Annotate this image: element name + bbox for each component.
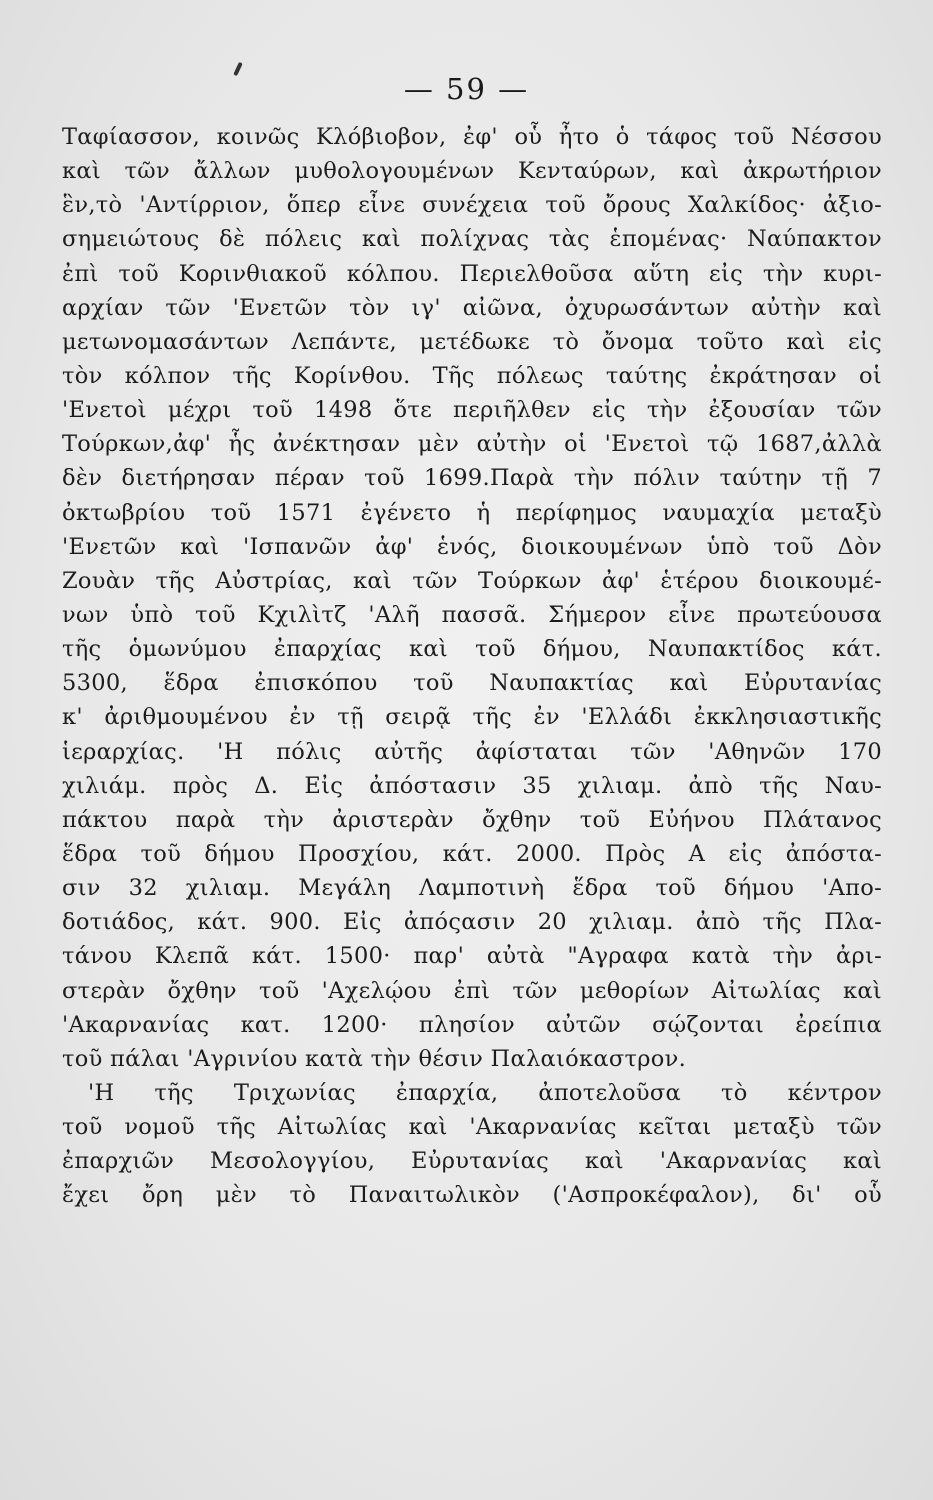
text-line: νων ὑπὸ τοῦ Κχιλὶτζ 'Αλῆ πασσᾶ. Σήμερον εἶνε πρωτεύουσα [62,601,882,628]
text-line: 5300, ἕδρα ἐπισκόπου τοῦ Ναυπακτίας καὶ Εὐρυτανίας [62,670,882,697]
text-line: ἐπὶ τοῦ Κορινθιακοῦ κόλπου. Περιελθοῦσα αὕτη εἰς τὴν κυρι- [62,260,882,287]
text-line: σιν 32 χιλιαμ. Μεγάλη Λαμποτινὴ ἕδρα τοῦ δήμου 'Απο- [62,875,882,902]
text-line: αρχίαν τῶν 'Ενετῶν τὸν ιγ' αἰῶνα, ὀχυρωσάντων αὐτὴν καὶ [62,294,882,321]
body-text [62,120,882,1213]
paragraph-end-line: τοῦ πάλαι 'Αγρινίου κατὰ τὴν θέσιν Παλαιόκαστρον. [62,1045,687,1072]
text-line: καὶ τῶν ἄλλων μυθολογουμένων Κενταύρων, καὶ ἀκρωτήριον [62,158,882,185]
text-line: μετωνομασάντων Λεπάντε, μετέδωκε τὸ ὄνομα τοῦτο καὶ εἰς [62,328,882,355]
text-line: ἔχει ὄρη μὲν τὸ Παναιτωλικὸν ('Ασπροκέφαλον), δι' οὗ [62,1182,882,1209]
text-line: 'Ενετῶν καὶ 'Ισπανῶν ἀφ' ἑνός, διοικουμένων ὑπὸ τοῦ Δὸν [62,533,882,560]
text-line: κ' ἀριθμουμένου ἐν τῇ σειρᾷ τῆς ἐν 'Ελλάδι ἐκκλησιαστικῆς [62,704,882,731]
text-line: δοτιάδος, κάτ. 900. Εἰς ἀπόςασιν 20 χιλιαμ. ἀπὸ τῆς Πλα- [62,909,882,936]
text-line: ἱεραρχίας. 'Η πόλις αὐτῆς ἀφίσταται τῶν 'Αθηνῶν 170 [62,738,882,765]
text-line: ὀκτωβρίου τοῦ 1571 ἐγένετο ἡ περίφημος ναυμαχία μεταξὺ [62,499,882,526]
text-line: σημειώτους δὲ πόλεις καὶ πολίχνας τὰς ἑπομένας· Ναύπακτον [62,226,882,253]
text-line: ἐπαρχιῶν Μεσολογγίου, Εὐρυτανίας καὶ 'Ακαρνανίας καὶ [62,1148,882,1175]
text-line: Ζουὰν τῆς Αὐστρίας, καὶ τῶν Τούρκων ἀφ' ἑτέρου διοικουμέ- [62,567,882,594]
text-line: δὲν διετήρησαν πέραν τοῦ 1699.Παρὰ τὴν πόλιν ταύτην τῇ 7 [62,465,882,492]
text-line: τὸν κόλπον τῆς Κορίνθου. Τῆς πόλεως ταύτης ἐκράτησαν οἱ [62,362,882,389]
text-line: στερὰν ὄχθην τοῦ 'Αχελῴου ἐπὶ τῶν μεθορίων Αἰτωλίας καὶ [62,977,882,1004]
text-line: τῆς ὁμωνύμου ἐπαρχίας καὶ τοῦ δήμου, Ναυπακτίδος κάτ. [62,636,882,663]
text-line: ἕδρα τοῦ δήμου Προσχίου, κάτ. 2000. Πρὸς Α εἰς ἀπόστα- [62,840,882,867]
text-line: τάνου Κλεπᾶ κάτ. 1500· παρ' αὐτὰ "Αγραφα κατὰ τὴν ἀρι- [62,943,882,970]
text-line: 'Ακαρνανίας κατ. 1200· πλησίον αὐτῶν σῴζονται ἐρείπια [62,1011,882,1038]
text-line: 'Ενετοὶ μέχρι τοῦ 1498 ὅτε περιῆλθεν εἰς τὴν ἐξουσίαν τῶν [62,397,882,424]
text-line: Ταφίασσον, κοινῶς Κλόβιοβον, ἐφ' οὗ ἦτο ὁ τάφος τοῦ Νέσσου [62,124,882,150]
text-line: πάκτου παρὰ τὴν ἀριστερὰν ὄχθην τοῦ Εὐήνου Πλάτανος [62,806,882,833]
paragraph-start-line: 'Η τῆς Τριχωνίας ἐπαρχία, ἀποτελοῦσα τὸ κέντρον [88,1079,882,1106]
text-line: Τούρκων,ἀφ' ἧς ἀνέκτησαν μὲν αὐτὴν οἱ 'Ενετοὶ τῷ 1687,ἀλλὰ [62,431,882,458]
text-line: τοῦ νομοῦ τῆς Αἰτωλίας καὶ 'Ακαρνανίας κεῖται μεταξὺ τῶν [62,1114,882,1141]
page-number: — 59 — [403,72,530,106]
text-line: χιλιάμ. πρὸς Δ. Εἰς ἀπόστασιν 35 χιλιαμ. ἀπὸ τῆς Ναυ- [62,772,882,799]
text-line: ἓν,τὸ 'Αντίρριον, ὅπερ εἶνε συνέχεια τοῦ ὄρους Χαλκίδος· ἀξιο- [62,192,882,219]
